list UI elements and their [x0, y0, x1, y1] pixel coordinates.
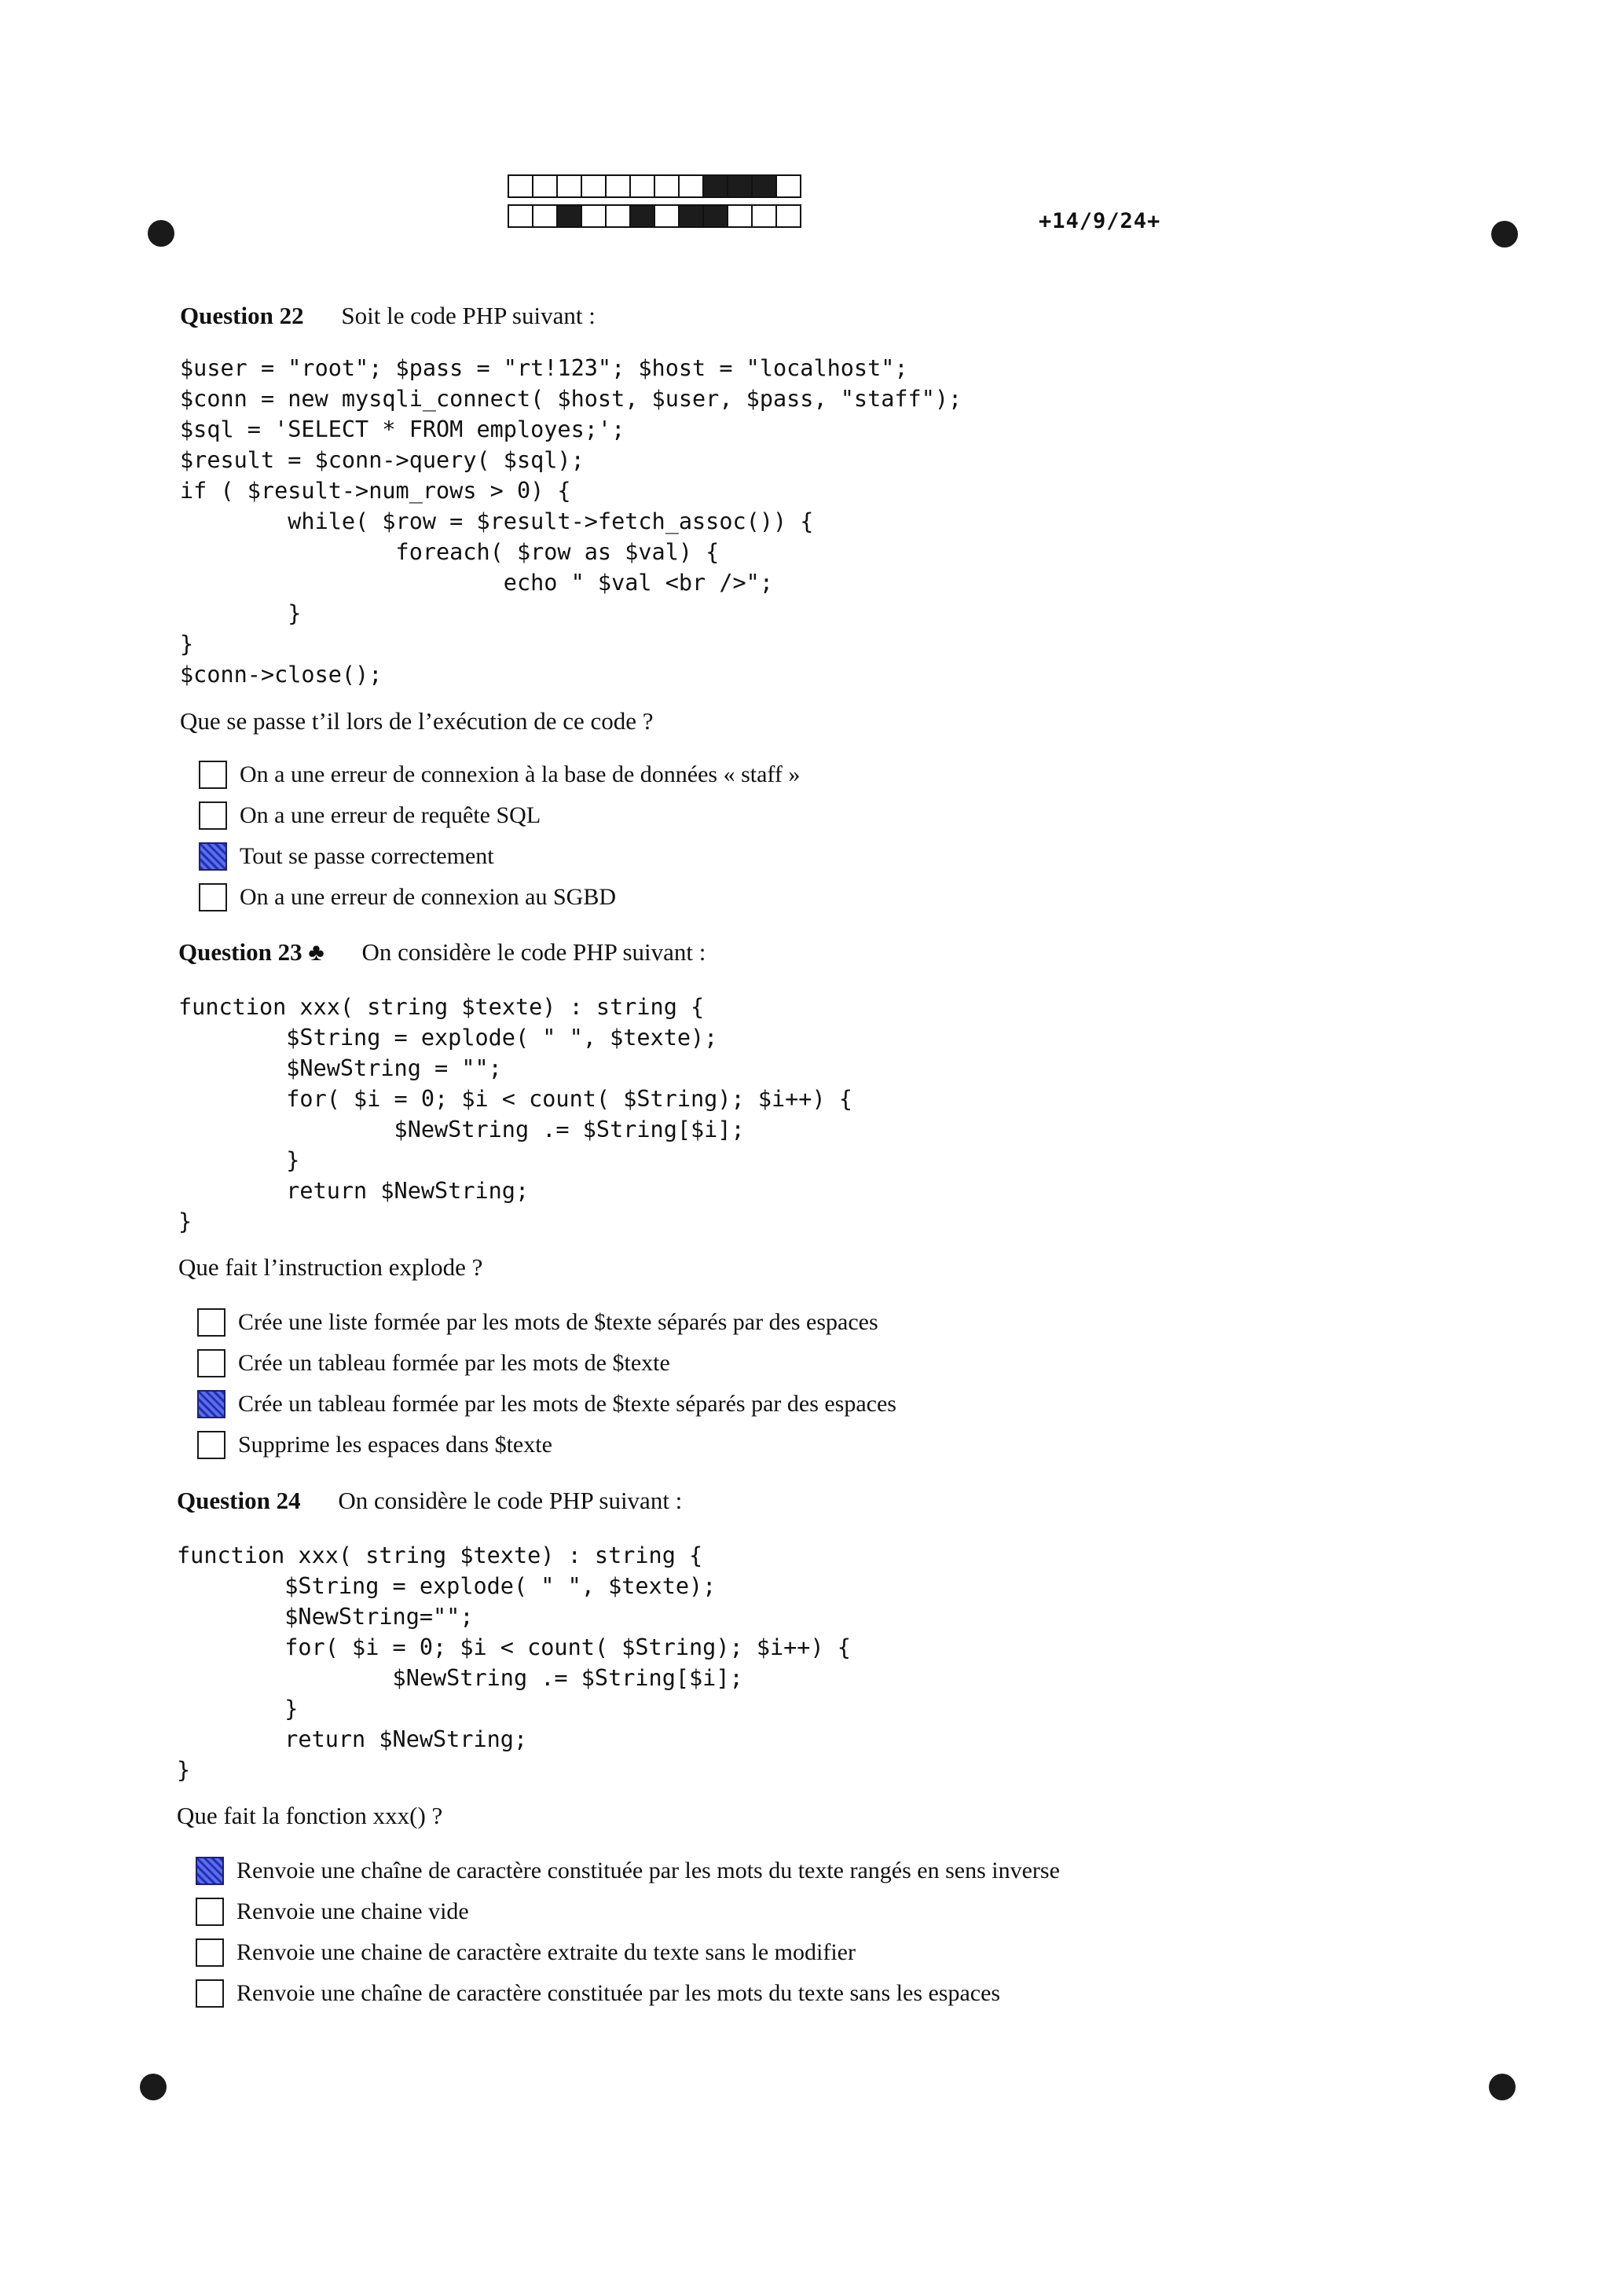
- barcode-top: [508, 174, 801, 198]
- answer-label: Renvoie une chaîne de caractère constituée par les mots du texte sans les espaces: [236, 1980, 1001, 2006]
- barcode-cell: [777, 204, 801, 228]
- question-prompt: Que fait la fonction xxx() ?: [177, 1802, 443, 1829]
- question-heading: [180, 302, 596, 330]
- answer-checkbox[interactable]: [196, 1979, 224, 2008]
- barcode-cell: [704, 204, 728, 228]
- barcode-cell: [728, 174, 753, 198]
- answer-checkbox[interactable]: [197, 1431, 225, 1459]
- answer-label: On a une erreur de requête SQL: [240, 802, 541, 828]
- barcode-cell: [655, 174, 680, 198]
- answer-list: [199, 754, 800, 918]
- answer-label: Renvoie une chaine de caractère extraite du texte sans le modifier: [236, 1939, 856, 1965]
- question-intro: Soit le code PHP suivant :: [341, 302, 596, 329]
- question-number: Question 24: [177, 1487, 301, 1514]
- answer-checkbox[interactable]: [197, 1349, 225, 1377]
- barcode-cell: [753, 174, 777, 198]
- barcode-cell: [680, 174, 704, 198]
- answer-option[interactable]: [196, 1850, 1060, 1891]
- answer-checkbox[interactable]: [196, 1857, 224, 1885]
- barcode-cell: [631, 174, 655, 198]
- barcode-cell: [533, 204, 558, 228]
- barcode-cell: [582, 174, 607, 198]
- answer-option[interactable]: [196, 1973, 1060, 2014]
- corner-mark-top-right: [1491, 221, 1518, 248]
- question-number: Question 22: [180, 302, 304, 329]
- answer-list: [196, 1850, 1060, 2014]
- barcode-cell: [753, 204, 777, 228]
- corner-mark-bottom-right: [1489, 2074, 1516, 2100]
- answer-label: Crée un tableau formée par les mots de $texte: [238, 1350, 670, 1376]
- club-marker-icon: ♣: [308, 938, 324, 966]
- answer-checkbox[interactable]: [196, 1938, 224, 1967]
- answer-label: Crée un tableau formée par les mots de $texte séparés par des espaces: [238, 1391, 896, 1417]
- barcode-cell: [704, 174, 728, 198]
- question-intro: On considère le code PHP suivant :: [361, 938, 706, 966]
- barcode-cell: [607, 204, 631, 228]
- barcode-cell: [777, 174, 801, 198]
- answer-option[interactable]: [197, 1343, 896, 1384]
- question-prompt: Que se passe t’il lors de l’exécution de ce code ?: [180, 707, 654, 735]
- answer-option[interactable]: [199, 836, 800, 877]
- question-heading: [177, 1487, 682, 1515]
- answer-list: [197, 1302, 896, 1465]
- answer-label: Renvoie une chaîne de caractère constituée par les mots du texte rangés en sens inverse: [236, 1858, 1060, 1883]
- barcode-cell: [509, 174, 533, 198]
- answer-option[interactable]: [197, 1425, 896, 1465]
- code-snippet: $user = "root"; $pass = "rt!123"; $host = "localhost"; $conn = new mysqli_connect( $host, $user, $pass, "staff"); $sql = 'SELECT * FROM employes;'; $result = $conn->query( $sql); if ( $result->num_rows > 0) { while( $row = $result->fetch_assoc()) { foreach( $row as $val) { echo " $val <br />"; } } $conn->close();: [180, 355, 962, 688]
- answer-checkbox[interactable]: [199, 842, 227, 871]
- answer-label: Tout se passe correctement: [240, 843, 494, 869]
- question-number: Question 23: [178, 938, 302, 966]
- answer-label: Renvoie une chaine vide: [236, 1898, 469, 1924]
- answer-checkbox[interactable]: [199, 761, 227, 789]
- answer-option[interactable]: [196, 1891, 1060, 1932]
- barcode-cell: [631, 204, 655, 228]
- barcode-cell: [582, 204, 607, 228]
- question-prompt: Que fait l’instruction explode ?: [178, 1253, 483, 1281]
- answer-label: On a une erreur de connexion à la base de données « staff »: [240, 761, 801, 787]
- barcode-cell: [680, 204, 704, 228]
- barcode-cell: [655, 204, 680, 228]
- barcode-cell: [558, 174, 582, 198]
- answer-option[interactable]: [197, 1302, 896, 1343]
- barcode-cell: [728, 204, 753, 228]
- corner-mark-bottom-left: [140, 2074, 167, 2100]
- barcode-cell: [558, 204, 582, 228]
- answer-checkbox[interactable]: [197, 1390, 225, 1418]
- answer-checkbox[interactable]: [197, 1308, 225, 1337]
- answer-checkbox[interactable]: [196, 1898, 224, 1926]
- corner-mark-top-left: [148, 220, 174, 247]
- barcode-cell: [509, 204, 533, 228]
- code-snippet: function xxx( string $texte) : string { $String = explode( " ", $texte); $NewString = ""; for( $i = 0; $i < count( $String); $i++) { $NewString .= $String[$i]; } return $NewString; }: [178, 994, 852, 1234]
- answer-option[interactable]: [197, 1384, 896, 1425]
- answer-option[interactable]: [199, 754, 800, 795]
- answer-checkbox[interactable]: [199, 801, 227, 830]
- code-snippet: function xxx( string $texte) : string { $String = explode( " ", $texte); $NewString=""; for( $i = 0; $i < count( $String); $i++) { $NewString .= $String[$i]; } return $NewString; }: [177, 1542, 851, 1783]
- barcode-bottom: [508, 204, 801, 228]
- question-heading: [178, 938, 706, 966]
- answer-option[interactable]: [199, 795, 800, 836]
- answer-label: Crée une liste formée par les mots de $texte séparés par des espaces: [238, 1309, 878, 1335]
- question-intro: On considère le code PHP suivant :: [338, 1487, 683, 1514]
- page-id: +14/9/24+: [1039, 209, 1161, 233]
- answer-option[interactable]: [196, 1932, 1060, 1973]
- answer-label: Supprime les espaces dans $texte: [238, 1432, 552, 1458]
- answer-option[interactable]: [199, 877, 800, 918]
- answer-checkbox[interactable]: [199, 883, 227, 911]
- barcode-cell: [533, 174, 558, 198]
- barcode-cell: [607, 174, 631, 198]
- answer-label: On a une erreur de connexion au SGBD: [240, 884, 617, 910]
